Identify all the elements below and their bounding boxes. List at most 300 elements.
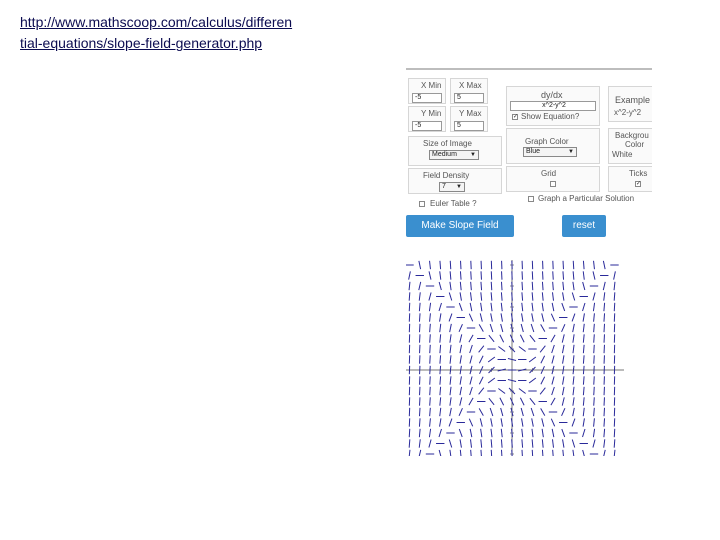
slope-segment xyxy=(450,387,451,395)
slope-segment xyxy=(532,418,534,426)
slope-segment xyxy=(604,429,605,437)
slope-segment xyxy=(552,292,553,300)
slope-segment xyxy=(439,450,441,456)
slope-segment xyxy=(572,439,574,447)
slope-segment xyxy=(532,429,533,437)
slope-segment xyxy=(430,313,431,321)
size-cell xyxy=(408,136,502,166)
slope-segment xyxy=(409,292,410,300)
slope-segment xyxy=(470,345,473,353)
slope-segment xyxy=(583,282,585,290)
slope-segment xyxy=(450,345,451,353)
slope-segment xyxy=(593,292,595,300)
slope-segment xyxy=(573,271,574,279)
slope-segment xyxy=(583,271,584,279)
size-label: Size of Image xyxy=(423,139,472,148)
ymin-cell xyxy=(408,106,446,132)
slope-segment xyxy=(450,366,451,374)
slope-segment xyxy=(479,346,484,353)
slope-segment xyxy=(460,366,461,374)
slope-segment xyxy=(481,303,482,311)
slope-segment xyxy=(491,429,492,437)
slope-segment xyxy=(583,397,584,405)
slope-segment xyxy=(449,292,451,300)
slope-segment xyxy=(450,376,451,384)
slope-segment xyxy=(449,419,452,427)
slope-segment xyxy=(573,408,575,416)
slope-segment xyxy=(450,282,451,290)
slope-segment xyxy=(593,271,595,279)
slope-segment xyxy=(530,398,535,405)
slope-segment xyxy=(501,439,502,447)
slope-segment xyxy=(614,439,615,447)
slope-segment xyxy=(542,292,543,300)
slope-segment xyxy=(604,408,605,416)
slope-segment xyxy=(430,418,431,426)
slope-segment xyxy=(563,439,564,447)
panel-top-border xyxy=(406,68,652,70)
slope-segment xyxy=(522,429,523,437)
slope-segment xyxy=(429,303,430,311)
slope-segment xyxy=(529,357,536,362)
slope-segment xyxy=(450,334,451,342)
graph-color-value: Blue xyxy=(526,148,541,155)
slope-segment xyxy=(553,271,554,279)
grid-checkbox[interactable] xyxy=(550,181,556,187)
slope-segment xyxy=(562,429,565,437)
slope-segment xyxy=(563,366,564,374)
slope-segment xyxy=(480,418,482,426)
slope-segment xyxy=(594,408,595,416)
slope-segment xyxy=(614,303,615,311)
slope-segment xyxy=(522,303,523,311)
slope-segment xyxy=(553,282,554,290)
bg-color-label: Backgrou xyxy=(615,131,649,140)
show-equation-label: Show Equation? xyxy=(521,112,580,121)
slope-segment xyxy=(593,429,594,437)
url-line-1[interactable]: http://www.mathscoop.com/calculus/differen xyxy=(20,14,293,30)
slope-segment xyxy=(491,418,493,426)
slope-field-svg xyxy=(406,260,624,456)
chevron-down-icon: ▼ xyxy=(470,152,476,158)
xmin-input[interactable]: -5 xyxy=(412,93,442,103)
slope-segment xyxy=(429,439,431,447)
slope-segment xyxy=(512,292,513,300)
ymin-input[interactable]: -5 xyxy=(412,121,442,131)
slope-segment xyxy=(540,346,545,353)
slope-segment xyxy=(439,303,441,311)
slope-segment xyxy=(552,429,554,437)
slope-segment xyxy=(572,292,574,300)
slope-segment xyxy=(440,261,441,269)
slope-segment xyxy=(542,303,543,311)
slope-segment xyxy=(429,292,431,300)
slope-segment xyxy=(419,429,420,437)
slope-segment xyxy=(419,439,420,447)
slope-segment xyxy=(470,355,472,363)
slope-segment xyxy=(583,334,584,342)
slope-segment xyxy=(430,376,431,384)
slope-segment xyxy=(583,387,584,395)
slope-segment xyxy=(583,303,585,311)
slope-segment xyxy=(481,282,482,290)
slope-segment xyxy=(488,378,495,383)
slope-segment xyxy=(553,450,554,456)
slope-segment xyxy=(470,429,472,437)
slope-segment xyxy=(532,282,533,290)
slope-segment xyxy=(563,376,564,384)
slope-segment xyxy=(481,429,482,437)
slope-segment xyxy=(594,313,595,321)
slope-segment xyxy=(583,418,584,426)
slope-segment xyxy=(440,271,441,279)
slope-segment xyxy=(460,450,461,456)
slope-segment xyxy=(530,335,535,342)
slope-segment xyxy=(604,292,605,300)
slope-segment xyxy=(470,439,471,447)
slope-segment xyxy=(562,324,565,332)
slope-segment xyxy=(491,439,492,447)
slope-segment xyxy=(562,408,565,416)
xmax-input[interactable]: 5 xyxy=(454,93,484,103)
slope-segment xyxy=(429,429,430,437)
slope-segment xyxy=(552,387,555,395)
particular-label: Graph a Particular Solution xyxy=(538,194,635,203)
slope-segment xyxy=(430,324,431,332)
slope-segment xyxy=(583,429,585,437)
slope-segment xyxy=(594,345,595,353)
slope-segment xyxy=(583,376,584,384)
ymin-label: Y Min xyxy=(421,109,442,118)
slope-segment xyxy=(614,429,615,437)
slope-segment xyxy=(440,355,441,363)
slope-segment xyxy=(563,355,564,363)
page-url[interactable] xyxy=(20,12,380,54)
slope-segment xyxy=(512,450,513,456)
slope-segment xyxy=(551,419,554,427)
slope-segment xyxy=(593,439,595,447)
slope-segment xyxy=(419,261,421,269)
chevron-down-icon: ▼ xyxy=(568,149,574,155)
slope-segment xyxy=(529,378,536,383)
slope-segment xyxy=(449,314,452,322)
slope-segment xyxy=(522,282,523,290)
slope-segment xyxy=(459,408,462,416)
slope-segment xyxy=(450,355,451,363)
slope-segment xyxy=(440,324,441,332)
slope-segment xyxy=(440,334,441,342)
slope-segment xyxy=(450,450,451,456)
slope-segment xyxy=(479,377,483,385)
slope-segment xyxy=(501,313,502,321)
slope-segment xyxy=(460,376,461,384)
slope-segment xyxy=(430,261,431,269)
slope-segment xyxy=(450,408,452,416)
slope-segment xyxy=(541,324,545,331)
slope-segment xyxy=(430,355,431,363)
slope-segment xyxy=(460,387,462,395)
slope-segment xyxy=(583,355,584,363)
slope-segment xyxy=(563,450,564,456)
slope-segment xyxy=(573,334,574,342)
grid-cell xyxy=(506,166,600,192)
slope-segment xyxy=(594,418,595,426)
slope-segment xyxy=(541,356,545,364)
slope-segment xyxy=(501,450,502,456)
reset-button[interactable]: reset xyxy=(562,215,606,237)
dydx-input[interactable]: x^2-y^2 xyxy=(510,101,596,111)
slope-segment xyxy=(419,282,421,290)
slope-segment xyxy=(501,429,502,437)
slope-segment xyxy=(573,376,574,384)
slope-segment xyxy=(583,345,584,353)
slope-segment xyxy=(563,292,564,300)
euler-label: Euler Table ? xyxy=(430,199,477,208)
slope-segment xyxy=(519,388,526,393)
slope-segment xyxy=(470,387,473,395)
density-cell xyxy=(408,168,502,194)
slope-segment xyxy=(562,303,565,311)
grid-label: Grid xyxy=(541,169,557,178)
slope-segment xyxy=(409,271,411,279)
slope-segment xyxy=(481,292,482,300)
url-line-2[interactable]: tial-equations/slope-field-generator.php xyxy=(20,35,263,51)
slope-segment xyxy=(440,366,441,374)
graph-color-select[interactable] xyxy=(523,147,577,157)
slope-segment xyxy=(460,345,462,353)
slope-segment xyxy=(498,346,505,351)
slope-segment xyxy=(419,408,420,416)
slope-segment xyxy=(551,398,555,405)
slope-segment xyxy=(594,366,595,374)
slope-segment xyxy=(450,261,451,269)
slope-segment xyxy=(490,408,493,416)
slope-segment xyxy=(440,387,441,395)
slope-segment xyxy=(541,408,545,415)
slope-segment xyxy=(419,450,421,456)
slope-segment xyxy=(573,397,574,405)
slope-segment xyxy=(614,292,615,300)
slope-segment xyxy=(552,355,554,363)
slope-segment xyxy=(419,292,420,300)
slope-segment xyxy=(439,429,441,437)
slope-segment xyxy=(542,418,544,426)
slope-segment xyxy=(522,292,523,300)
slope-segment xyxy=(583,366,584,374)
slope-segment xyxy=(409,282,410,290)
chevron-down-icon: ▼ xyxy=(456,184,462,190)
slope-segment xyxy=(501,303,502,311)
slope-segment xyxy=(512,282,513,290)
slope-segment xyxy=(489,398,494,405)
density-select[interactable] xyxy=(439,182,465,192)
slope-segment xyxy=(541,377,545,385)
graph-color-label: Graph Color xyxy=(525,137,569,146)
slope-segment xyxy=(604,439,605,447)
slope-segment xyxy=(491,313,493,321)
slope-segment xyxy=(573,261,574,269)
slope-segment xyxy=(430,397,431,405)
ymax-label: Y Max xyxy=(459,109,482,118)
slope-segment xyxy=(603,261,605,269)
slope-segment xyxy=(490,324,493,332)
ticks-cell xyxy=(608,166,652,192)
slope-segment xyxy=(481,439,482,447)
slope-segment xyxy=(594,397,595,405)
euler-checkbox[interactable] xyxy=(419,201,425,207)
slope-segment xyxy=(551,335,555,342)
xmin-cell xyxy=(408,78,446,104)
slope-segment xyxy=(409,429,410,437)
slope-segment xyxy=(479,408,483,415)
slope-segment xyxy=(603,282,605,290)
slope-segment xyxy=(501,418,502,426)
slope-segment xyxy=(479,388,484,395)
slope-segment xyxy=(450,271,451,279)
slope-segment xyxy=(521,324,523,332)
slope-segment xyxy=(542,450,543,456)
slope-segment xyxy=(562,387,564,395)
slope-segment xyxy=(489,335,494,342)
slope-segment xyxy=(491,282,492,290)
slope-segment xyxy=(471,450,472,456)
slope-segment xyxy=(480,313,482,321)
slope-segment xyxy=(531,408,534,416)
slope-segment xyxy=(419,313,420,321)
slope-segment xyxy=(481,450,482,456)
slope-segment xyxy=(469,335,473,342)
slope-segment xyxy=(460,397,462,405)
slope-segment xyxy=(520,335,524,343)
slope-field-plot xyxy=(406,260,624,456)
slope-segment xyxy=(501,292,502,300)
slope-segment xyxy=(593,303,594,311)
graph-color-cell xyxy=(506,128,600,164)
particular-checkbox[interactable] xyxy=(528,196,534,202)
slope-segment xyxy=(520,398,524,406)
slope-segment xyxy=(521,408,523,416)
make-slope-field-button[interactable]: Make Slope Field xyxy=(406,215,514,237)
slope-segment xyxy=(460,355,461,363)
slope-segment xyxy=(532,313,534,321)
density-label: Field Density xyxy=(423,171,470,180)
dydx-label: dy/dx xyxy=(541,90,563,100)
slope-segment xyxy=(522,439,523,447)
slope-segment xyxy=(419,418,420,426)
slope-segment xyxy=(460,292,461,300)
slope-segment xyxy=(429,271,431,279)
slope-segment xyxy=(500,398,504,406)
examples-label: Example xyxy=(615,95,651,105)
ticks-checkbox[interactable]: ✓ xyxy=(636,181,642,187)
slope-segment xyxy=(604,324,605,332)
slope-segment xyxy=(540,388,545,395)
slope-segment xyxy=(573,355,574,363)
slope-segment xyxy=(491,450,492,456)
slope-segment xyxy=(479,324,483,331)
slope-segment xyxy=(532,303,533,311)
slope-segment xyxy=(459,429,462,437)
slope-segment xyxy=(552,376,554,384)
slope-segment xyxy=(573,366,574,374)
slope-segment xyxy=(419,324,420,332)
slope-segment xyxy=(470,292,471,300)
slope-segment xyxy=(562,334,564,342)
slope-segment xyxy=(440,408,441,416)
slope-segment xyxy=(532,450,533,456)
slope-segment xyxy=(501,408,503,416)
slope-segment xyxy=(449,439,451,447)
slope-segment xyxy=(551,314,554,322)
slope-segment xyxy=(491,292,492,300)
slope-segment xyxy=(573,324,575,332)
slope-segment xyxy=(440,418,441,426)
slope-segment xyxy=(440,313,441,321)
slope-segment xyxy=(552,303,554,311)
slope-segment xyxy=(460,334,462,342)
slope-segment xyxy=(562,345,564,353)
slope-segment xyxy=(542,429,543,437)
slope-segment xyxy=(604,313,605,321)
slope-segment xyxy=(471,271,472,279)
ticks-label: Ticks xyxy=(629,169,648,178)
size-select-value: Medium xyxy=(432,151,457,158)
slope-segment xyxy=(498,388,505,393)
slope-segment xyxy=(409,303,410,311)
xmin-label: X Min xyxy=(421,81,442,90)
slope-segment xyxy=(531,324,534,332)
slope-segment xyxy=(409,439,410,447)
show-equation-checkbox[interactable]: ✓ xyxy=(513,114,519,120)
xmax-label: X Max xyxy=(459,81,482,90)
slope-segment xyxy=(594,261,595,269)
slope-segment xyxy=(604,303,605,311)
bg-color-cell xyxy=(608,128,652,164)
slope-segment xyxy=(501,324,503,332)
slope-segment xyxy=(614,450,615,456)
slope-segment xyxy=(469,314,472,322)
slope-segment xyxy=(522,313,523,321)
slope-segment xyxy=(583,313,584,321)
dydx-cell xyxy=(506,86,600,126)
size-select[interactable] xyxy=(429,150,479,160)
slope-segment xyxy=(532,292,533,300)
slope-segment xyxy=(552,345,555,353)
slope-segment xyxy=(450,397,451,405)
slope-segment xyxy=(479,356,483,364)
slope-segment xyxy=(594,376,595,384)
slope-segment xyxy=(542,439,543,447)
slope-segment xyxy=(470,376,472,384)
slope-segment xyxy=(460,271,461,279)
slope-segment xyxy=(594,387,595,395)
slope-segment xyxy=(572,419,575,427)
slope-segment xyxy=(583,408,584,416)
ymax-input[interactable]: 5 xyxy=(454,121,484,131)
slope-segment xyxy=(594,355,595,363)
slope-segment xyxy=(491,303,492,311)
slope-segment xyxy=(488,357,495,362)
examples-select[interactable]: x^2-y^2 xyxy=(614,108,642,117)
slope-segment xyxy=(573,345,574,353)
slope-segment xyxy=(430,345,431,353)
slope-segment xyxy=(563,271,564,279)
slope-segment xyxy=(409,450,410,456)
xmax-cell xyxy=(450,78,488,104)
bg-color-select[interactable]: White xyxy=(612,150,633,159)
slope-segment xyxy=(542,313,544,321)
slope-segment xyxy=(572,314,575,322)
